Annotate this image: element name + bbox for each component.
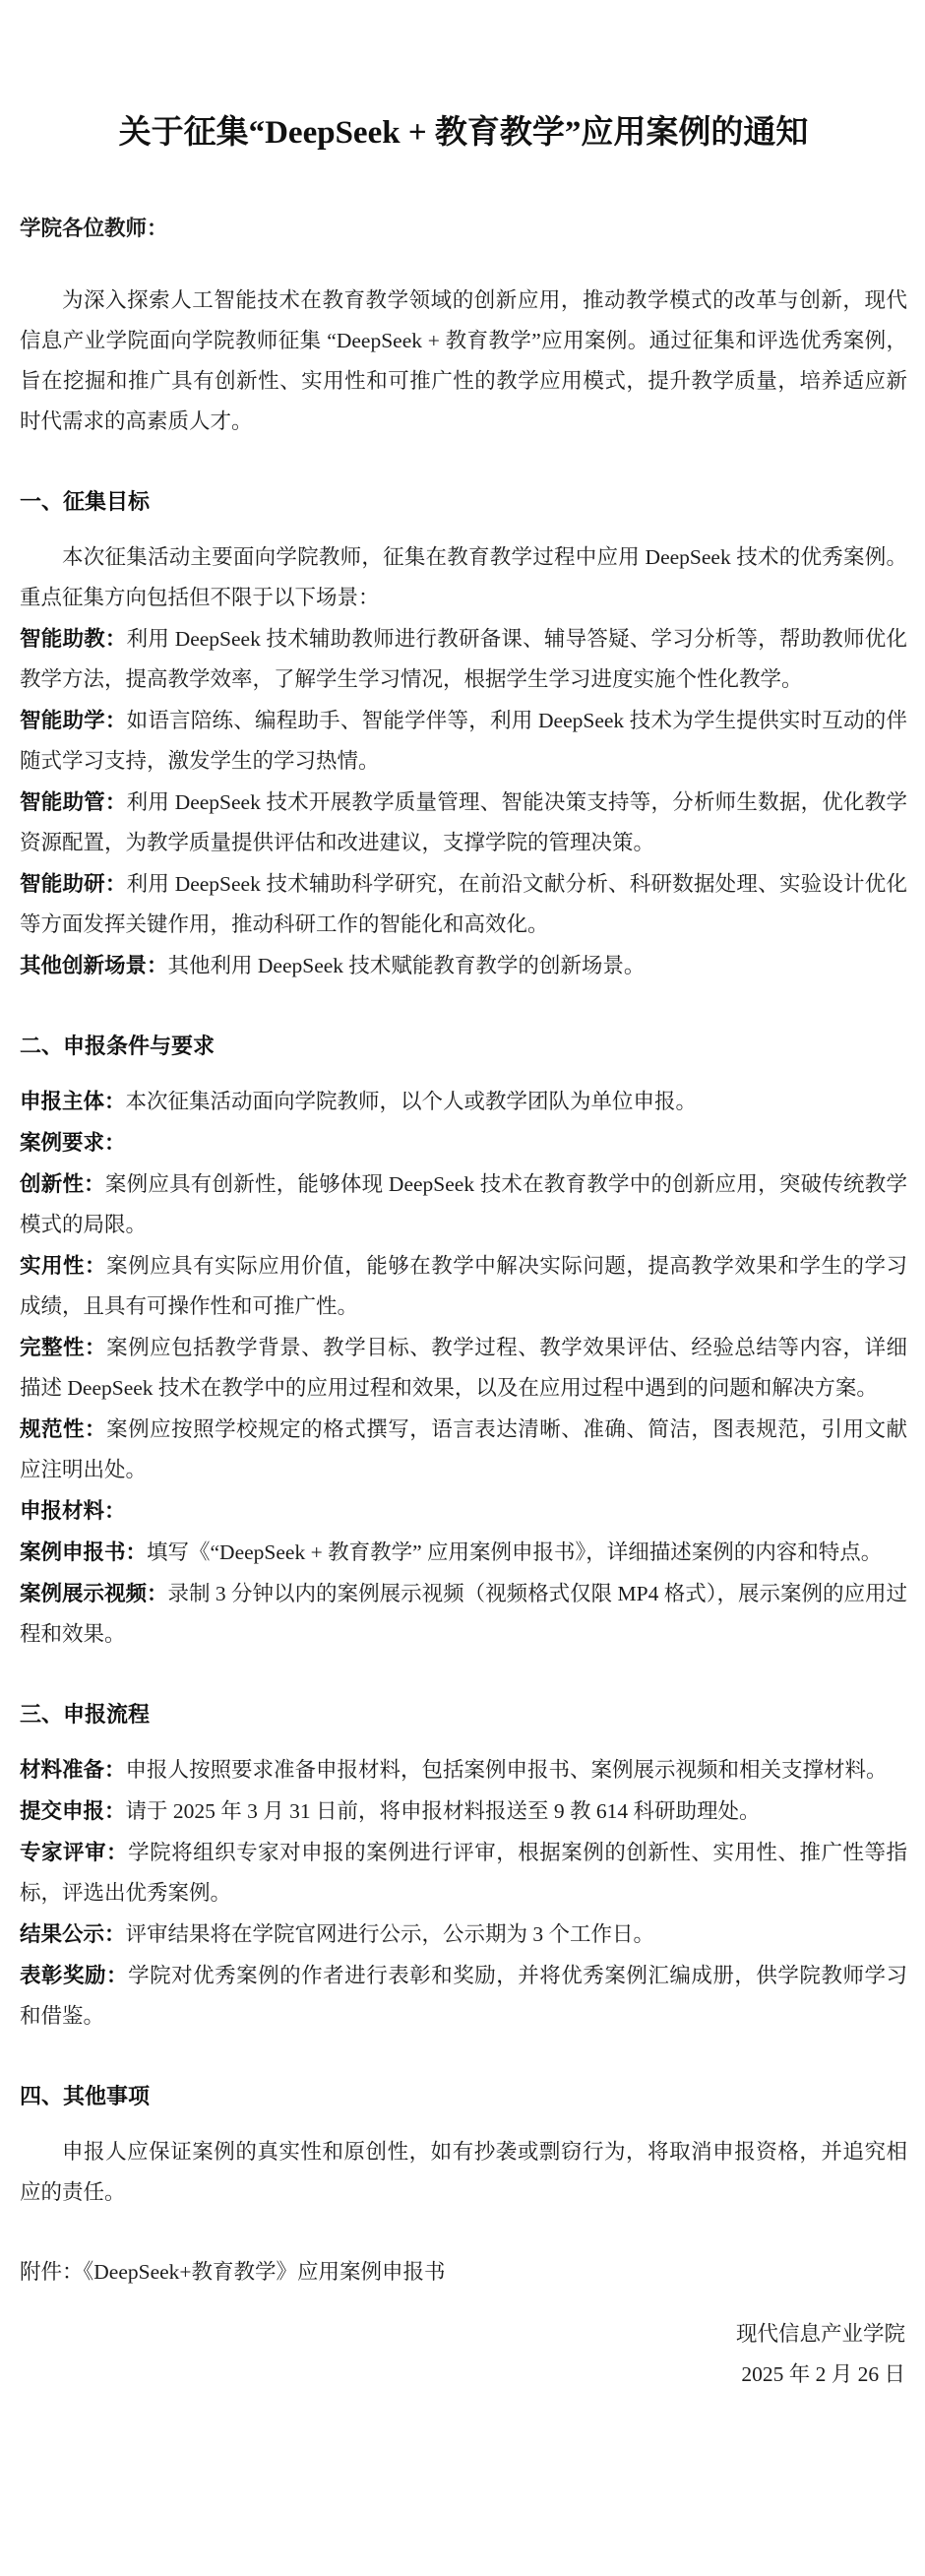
intro-paragraph: 为深入探索人工智能技术在教育教学领域的创新应用，推动教学模式的改革与创新，现代信息产业学院面向学院教师征集 “DeepSeek + 教育教学”应用案例。通过征集和评选优秀案例，旨在挖掘和推广具有创新性、实用性和可推广性的教学应用模式，提升教学质量，培养适应新时代需求的高素质人才。 bbox=[20, 287, 907, 433]
signature-block bbox=[20, 2314, 907, 2395]
signature-org: 现代信息产业学院 bbox=[735, 2321, 905, 2346]
item-text: 案例应按照学校规定的格式撰写，语言表达清晰、准确、简洁，图表规范，引用文献应注明出处。 bbox=[20, 1416, 907, 1481]
section-heading: 四、其他事项 bbox=[20, 2083, 151, 2108]
item-label: 案例展示视频： bbox=[20, 1581, 168, 1605]
salutation: 学院各位教师： bbox=[20, 216, 168, 240]
item-text: 利用 DeepSeek 技术辅助科学研究，在前沿文献分析、科研数据处理、实验设计优化等方面发挥关键作用，推动科研工作的智能化和高效化。 bbox=[20, 871, 907, 936]
labeled-item bbox=[20, 1750, 907, 1791]
attachment-line: 附件：《DeepSeek+教育教学》应用案例申报书 bbox=[20, 2259, 446, 2284]
item-label: 创新性： bbox=[20, 1171, 105, 1196]
labeled-item bbox=[20, 1833, 907, 1914]
item-label: 智能助管： bbox=[20, 789, 127, 814]
item-text: 案例应具有实际应用价值，能够在教学中解决实际问题，提高教学效果和学生的学习成绩，且具有可操作性和可推广性。 bbox=[20, 1253, 907, 1318]
item-label: 智能助研： bbox=[20, 871, 127, 896]
labeled-item bbox=[20, 1574, 907, 1655]
item-label: 智能助学： bbox=[20, 708, 127, 732]
labeled-item bbox=[20, 1082, 907, 1122]
item-label: 完整性： bbox=[20, 1335, 107, 1359]
section-heading: 二、申报条件与要求 bbox=[20, 1033, 216, 1058]
item-label: 材料准备： bbox=[20, 1757, 126, 1782]
labeled-item bbox=[20, 1164, 907, 1245]
item-text: 如语言陪练、编程助手、智能学伴等，利用 DeepSeek 技术为学生提供实时互动的伴随式学习支持，激发学生的学习热情。 bbox=[20, 708, 907, 773]
item-label: 申报材料： bbox=[20, 1498, 126, 1523]
labeled-item bbox=[20, 1956, 907, 2037]
item-text: 学院对优秀案例的作者进行表彰和奖励，并将优秀案例汇编成册，供学院教师学习和借鉴。 bbox=[20, 1963, 907, 2028]
document-sections bbox=[20, 481, 907, 2213]
item-label: 实用性： bbox=[20, 1253, 107, 1278]
item-label: 结果公示： bbox=[20, 1921, 126, 1946]
signature-date: 2025 年 2 月 26 日 bbox=[741, 2361, 905, 2386]
labeled-item bbox=[20, 1791, 907, 1832]
item-text: 申报人按照要求准备申报材料，包括案例申报书、案例展示视频和相关支撑材料。 bbox=[125, 1757, 888, 1782]
item-text: 利用 DeepSeek 技术开展教学质量管理、智能决策支持等，分析师生数据，优化教学资源配置，为教学质量提供评估和改进建议，支撑学院的管理决策。 bbox=[20, 789, 907, 854]
labeled-item bbox=[20, 1410, 907, 1490]
item-label: 其他创新场景： bbox=[20, 953, 168, 977]
labeled-item bbox=[20, 1328, 907, 1409]
labeled-item bbox=[20, 619, 907, 700]
labeled-item bbox=[20, 1915, 907, 1955]
item-label-line bbox=[20, 1123, 907, 1163]
item-text: 利用 DeepSeek 技术辅助教师进行教研备课、辅导答疑、学习分析等，帮助教师优化教学方法，提高教学效率，了解学生学习情况，根据学生学习进度实施个性化教学。 bbox=[20, 626, 907, 691]
item-text: 案例应具有创新性，能够体现 DeepSeek 技术在教育教学中的创新应用，突破传统教学模式的局限。 bbox=[20, 1171, 907, 1236]
item-label: 提交申报： bbox=[20, 1798, 126, 1823]
item-label: 专家评审： bbox=[20, 1840, 129, 1864]
item-text: 请于 2025 年 3 月 31 日前，将申报材料报送至 9 教 614 科研助理处。 bbox=[125, 1798, 761, 1823]
item-text: 填写《“DeepSeek + 教育教学” 应用案例申报书》，详细描述案例的内容和特点。 bbox=[147, 1539, 883, 1564]
body-paragraph: 申报人应保证案例的真实性和原创性，如有抄袭或剽窃行为，将取消申报资格，并追究相应的责任。 bbox=[20, 2139, 907, 2204]
body-paragraph: 本次征集活动主要面向学院教师，征集在教育教学过程中应用 DeepSeek 技术的优秀案例。重点征集方向包括但不限于以下场景： bbox=[20, 544, 907, 609]
labeled-item bbox=[20, 783, 907, 863]
item-label: 案例申报书： bbox=[20, 1539, 148, 1564]
labeled-item bbox=[20, 1533, 907, 1573]
document-title: 关于征集“DeepSeek + 教育教学”应用案例的通知 bbox=[118, 115, 809, 151]
labeled-item bbox=[20, 1246, 907, 1327]
labeled-item bbox=[20, 701, 907, 782]
labeled-item bbox=[20, 946, 907, 986]
labeled-item bbox=[20, 864, 907, 945]
item-text: 录制 3 分钟以内的案例展示视频（视频格式仅限 MP4 格式），展示案例的应用过程和效果。 bbox=[20, 1581, 907, 1646]
item-label: 案例要求： bbox=[20, 1130, 126, 1155]
item-text: 评审结果将在学院官网进行公示，公示期为 3 个工作日。 bbox=[125, 1921, 655, 1946]
section-heading: 三、申报流程 bbox=[20, 1701, 151, 1727]
item-label: 申报主体： bbox=[20, 1089, 126, 1113]
item-text: 其他利用 DeepSeek 技术赋能教育教学的创新场景。 bbox=[167, 953, 646, 977]
item-label: 规范性： bbox=[20, 1416, 107, 1441]
item-text: 本次征集活动面向学院教师，以个人或教学团队为单位申报。 bbox=[125, 1089, 698, 1113]
item-text: 案例应包括教学背景、教学目标、教学过程、教学效果评估、经验总结等内容，详细描述 DeepSeek 技术在教学中的应用过程和效果，以及在应用过程中遇到的问题和解决方案。 bbox=[20, 1335, 907, 1400]
item-label-line bbox=[20, 1491, 907, 1532]
item-label: 表彰奖励： bbox=[20, 1963, 129, 1987]
item-label: 智能助教： bbox=[20, 626, 127, 651]
item-text: 学院将组织专家对申报的案例进行评审，根据案例的创新性、实用性、推广性等指标，评选出优秀案例。 bbox=[20, 1840, 907, 1905]
section-heading: 一、征集目标 bbox=[20, 488, 151, 514]
